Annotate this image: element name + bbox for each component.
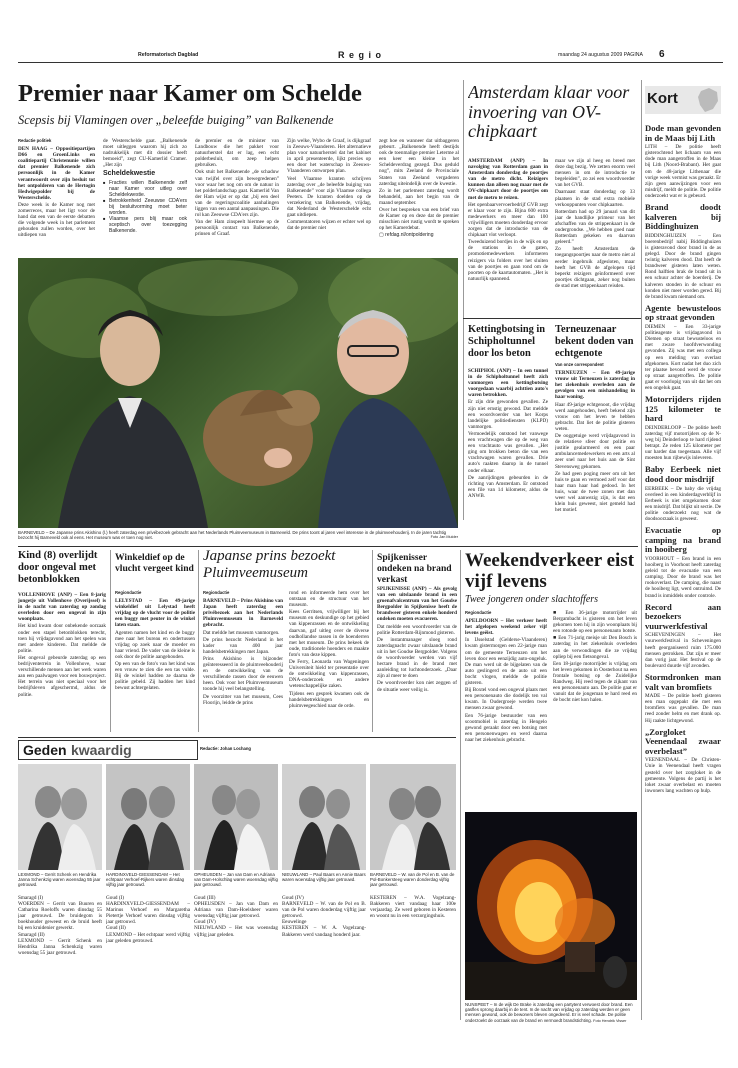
gedenk-col: Goud (IV) BARNEVELD – W. van de Pol en B. van de Pol waren donderdag vijftig jaar getrouwd. Eeuwelinge KESTEREN – W. A. Vogelzang-Bakkeren werd vandaag honderd jaar. <box>282 895 366 938</box>
weekend-col2-text: Een 18-jarige motorrijder is vrijdag om het leven gekomen in Oosterhout na een frontale botsing op de Zuidelijke Randweg. Hij reed tegen de zijkant van een personenauto aan. De politie gaat er vanuit dat de jongeman te hard reed en de bocht niet kon halen. <box>553 660 637 704</box>
kort-text: DEINDERLOOP – De politie heeft zaterdag vijf motorrijders op de N-weg bij Deinderloop te hard rijdend betrapt. Ze reden 125 kilometer per uur harder dan toegestaan. Alle vijf moesten hun rijbewijs inleveren. <box>645 424 721 462</box>
amsterdam-col2-p2: Daarnaast staat donderdag op 33 plaatsen in de stad extra mobiele verkooppunten voor chipkaarten. <box>555 189 635 208</box>
main-col1-p2: Deze week is de Kamer nog met zomerreces, maar het ligt voor de hand dat een van de eerste debatten die volgende week in het parlement gehouden zullen worden, over het uitdiepen van <box>18 201 95 239</box>
schelde-box-item: ■ Vlaamse pers blij maar ook sceptisch over toezegging Balkenende. <box>103 216 187 234</box>
gedenk-title-a: Geden <box>23 742 67 758</box>
terneuzenaar-byline: Van onze correspondent <box>555 362 604 367</box>
terneuzenaar-p1: TERNEUZEN – Een 49-jarige vrouw uit Terneuzen is zaterdag in het ziekenhuis overleden aan de gevolgen van een mishandeling in haar woning. <box>555 370 635 401</box>
gedenk-col: Goud (I) HARDINXVELD-GIESSENDAM – Marinus Verhoef en Margaretha Pietertje Verhoef waren dinsdag vijftig jaar getrouwd. Goud (II) LEXMOND – Het echtpaar werd vijftig jaar geleden getrouwd. <box>106 895 190 944</box>
main-col5-p1: zegt hoe en wanneer dat uitbaggeren gebeurt. „Balkenende heeft destijds ook de toenmalige premier Leterme al een keer een kleine in het Scheldeverdrag gezegd. Dus geduld nog”, mits Zeeland de Provinciale Staten van Zeeland vergaderen zaterdag uiteindelijk over de kwestie. <box>379 138 459 187</box>
kort-headline: Motorrijders rijden 125 kilometer te hard <box>645 394 721 424</box>
main-col3-p3: Van der Ham zinspeelt hiermee op de persoonlijk contact van Balkenende, prinsen of Graaf. <box>195 219 279 238</box>
prins-col1-p2: Dat meldde het museum vanmorgen. <box>203 629 280 636</box>
section-rule <box>463 318 641 319</box>
main-col-2 <box>103 138 187 250</box>
spijkenisser-headline: Spijkenisser ondeken na brand verkast <box>377 552 452 585</box>
spijkenisser-p3: De instantmanager sloeg rond zaterdagnacht zwaar uitslaande brand uit in het Goudse Bergpolder. Volgens de woordvoerder werden van vijf hectare brand in de brand met aanleiding tot luchtonderzoek. „Daar zijn al meer te doen <box>377 636 457 680</box>
winkeldief-headline: Winkeldief op de vlucht vergeet kind <box>115 552 194 574</box>
kind-body <box>18 592 106 732</box>
kort-headline: Agente bewusteloos op straat gevonden <box>645 302 721 323</box>
kort-item <box>645 603 721 669</box>
weekend-bullet-text: Een 36-jarige motorrijder uit Bergambacht is gisteren om het leven gekomen toen hij in zijn woonplaats bij een rotonde op een personenauto botste. <box>553 610 637 635</box>
main-col1-p1: DEN HAAG – Oppositiepartijen D66 en GroenLinks en coalitiepartij Christenunie willen dat premier Balkenende zich persoonlijk in de Kamer verantwoordt over zijn besluit tot het ontpolderen van de Hertogin Hedwigepolder bij de Westerschelde. <box>18 146 95 201</box>
paper-name: Reformatorisch Dagblad <box>138 52 199 58</box>
main-col-5 <box>379 138 459 248</box>
fire-photo-credit: Foto Hendrik Visser <box>593 1018 627 1023</box>
prins-col1-p4: Prins Akishino is bijzonder geïnteresseerd in de pluimveehouderij en de ontwikkeling van de verschillende rassen door de eeuwen heen. Ook voor het Pluimveemuseum toonde hij veel belangstelling. <box>203 655 283 693</box>
main-col4-p3: Commentatoren wijzen er echter wel op dat de premier niet <box>287 219 371 232</box>
terneuzenaar-p2: Haar 49-jarige echtgenoot, die vrijdag werd aangehouden, heeft bekend zijn vrouw om het leven te hebben gebracht. Dat liet de politie gisteren weten. <box>555 401 635 432</box>
gedenk-col: KESTEREN – W.A. Vogelzang-Bakkeren viert vandaag haar 100e verjaardag. Ze werd geboren in Kesteren en woont nu in een verzorgingshuis. <box>370 895 456 920</box>
date-page: maandag 24 augustus 2009 PAGINA <box>558 52 643 58</box>
schiphol-headline: Kettingbotsing in Schipholtunnel door los beton <box>468 324 546 359</box>
fire-caption <box>465 1002 637 1024</box>
main-col5-p3: Over het bespreken van een brief van de Kamer op en deze dat de premier misschien niet rustig wordt te spreken op het Kamerdebat. <box>379 207 459 232</box>
kort-text: DIEMEN – Een 33-jarige politieagente is vrijdagavond in Diemen op straat bewusteloos en met zware hoofdverwonding gevonden. Zij was met een collega op een melding van overlast afgekomen. Kort nadat het duo zich ter plaatse bevond werd de vrouw op straat aangetroffen. De politie gaat er voorlopig van uit dat het om een ongeluk gaat. <box>645 324 721 391</box>
main-col4-p2: Veel Vlaamse kranten schrijven zaterdag over „de beleefde buiging van Balkenende” voor zijn Vlaamse collega Peeters. De kranten doelden op de verzekering van Balkenende, vrijdag, dat Nederland de Westerschelde echt gaat uitdiepen. <box>287 175 371 219</box>
weekend-bullet: ■ Een 71-jarig meisje uit Den Bosch is zaterdag in het ziekenhuis overleden aan de verwondingen die ze vrijdag opliep bij een fietsongeval. <box>553 635 637 660</box>
divider <box>110 550 111 732</box>
weekend-byline: Regiondactie <box>465 610 492 615</box>
kort-item <box>645 728 721 794</box>
divider <box>460 550 461 1020</box>
kort-headline: Stormdronken man valt van bromfiets <box>645 671 721 692</box>
link-icon: ▢ <box>379 232 386 239</box>
main-col4-p1: Zijn welke, Wybo de Graaf, is dijkgraaf in Zeeuws-Vlaanderen. Het alternatieve plan voor natuurherstel dat het kabinet in april presenteerde, lijkt precies op een door het waterschap in Zeeuws-Vlaanderen ontworpen plan. <box>287 138 371 175</box>
schelde-box-item: ■ Fracties willen Balkenende zelf naar Kamer voor uitleg over Scheldekwestie. <box>103 180 187 198</box>
fire-caption-text: NUNSPEET – In de wijk De Brake is zaterdag een partytent verwoest door brand. Een gasfles sprong daarbij in de tent. In de nacht van vrijdag op zaterdag werden er geen mensen gewond, ook de bewoners bleven ongedeerd. Er is veel schade. De politie onderzoekt de oorzaak van de brand en vermoedt brandstichting. <box>465 1002 633 1023</box>
kind-headline: Kind (8) overlijdt door ongeval met betonblokken <box>18 550 98 585</box>
amsterdam-col1-p3: Tweeduizend bordjes in de wijk en op de stations in de gaten, promotiemedewerkers informeren reizigers via folders over het sluiten van de poortjes en gaan rond om de poorten op de kaartautomaten. „Het is natuurlijk spannend. <box>468 239 548 282</box>
kort-headline: Evacuatie op camping na brand in hooiberg <box>645 525 721 555</box>
amsterdam-col2-p4: Zo heeft Amsterdam de toegangspoortjes naar de metro niet al eerder ingebruik afgesloten, maar heeft het GVB de afgelopen tijd beperkt reizigers geïnformeerd over poortjes dichtgaan, zeker nog buiten de stad met strippenkaart reisden. <box>555 246 635 289</box>
gedenk-col: Smaragd (I) WOERDEN – Gerrit van Buuren en Catharina Roeloffs waren dinsdag 55 jaar getrouwd. De bruidegom is boekhouder geweest en de bruid heeft bij een kruidenier gewerkt. Smaragd (II) LEXMOND – Gerrit Schenk en Hendrika Janna Schenkzig waren woensdag 55 jaar getrouwd. <box>18 895 102 956</box>
weekend-col-2 <box>553 610 637 806</box>
gedenk-rule <box>18 737 456 738</box>
kind-p1: VOLLENHOVE (ANP) – Een 8-jarig jongetje uit Vollenhove (Overijssel) is in de nacht van zaterdag op zondag overleden door een ongeval in zijn woonplaats. <box>18 592 106 623</box>
winkeldief-p2: Agenten namen het kind en de buggy mee naar het bureau en ondertussen vrijdag op zoek naar de moeder en haar vriend. De vader van de kleine is ook door de politie aangehouden. <box>115 629 195 660</box>
divider <box>198 550 199 732</box>
couple-photo <box>106 764 190 870</box>
prince-photo-caption <box>18 530 458 546</box>
couple-photo <box>370 764 456 870</box>
weekend-col-1 <box>465 610 547 806</box>
section-name: R e g i o <box>338 50 383 60</box>
prince-photo <box>18 258 458 528</box>
kort-text: VEENENDAAL – De Christen-Unie in Veenendaal heeft vragen gesteld over het zorgloket in de gemeente. Volgens de partij is het loket zwaar overbelast en moeten inwoners lang wachten op hulp. <box>645 757 721 794</box>
main-col-4 <box>287 138 371 248</box>
main-col-1 <box>18 138 95 248</box>
amsterdam-col-2 <box>555 158 635 314</box>
kort-headline: Record aan bezoekers vuurwerkfestival <box>645 601 721 631</box>
weekend-col1-p4: Een 76-jarige bestuurder van een scootmobiel is zaterdag in Hengelo gewond geraakt door een botsing met een personenwagen en werd daarna naar het ziekenhuis gebracht. <box>465 712 547 743</box>
kort-headline: Baby Eerbeek niet dood door misdrijf <box>645 464 721 484</box>
prins-col1-p3: De prins bezocht Nederland in het kader van 400 jaar handelsbetrekkingen met Japan. <box>203 636 283 655</box>
divider <box>463 80 464 520</box>
schelde-box-title: Scheldekwestie <box>103 170 156 178</box>
photo-figures <box>18 258 458 528</box>
kort-item <box>645 203 721 300</box>
netherlands-map-icon <box>697 87 719 113</box>
row-rule <box>18 546 638 547</box>
main-col5-link[interactable] <box>379 232 459 238</box>
amsterdam-col2-p1: maar we zijn al heeg en breed met deze dag bezig. We zetten enorm veel mensen in om de introductie te begeleiden”, zo zei een woordvoerder van het GVB. <box>555 158 635 189</box>
gedenk-col: Goud (III) OPHEUSDEN – Jan van Dam en Adriana van Dam-Hoelsheer waren woensdag vijftig jaar getrouwd. Goud (IV) NIEUWLAND – Het was woensdag vijftig jaar geleden. <box>194 895 278 938</box>
refdag-link[interactable]: refdag.nl/ontpoldering <box>385 232 434 239</box>
schiphol-p1: SCHIPHOL (ANP) – In een tunnel in de Schipholtunnel heeft zich vanmorgen een kettingbotsing voorgedaan waarbij achttien auto's waren betrokken. <box>468 368 548 399</box>
weekend-headline: Weekendverkeer eist vijf levens <box>465 550 635 592</box>
schiphol-body <box>468 368 548 523</box>
kort-headline: Dode man gevonden in de Maas bij Lith <box>645 123 721 143</box>
kort-text: BIDDINGHUIZEN – Een boerenbedrijf nabij Biddinghuizen is gisteravond door brand in de as gelegd. Door de brand gingen twintig kalveren dood. Dat heeft de brandweer gisteren laten weten. Rond halftien brak de brand uit in een schuur achter de boerderij. De kalveren stonden in de schuur en konden niet meer worden gered. Bij de brand kwam niemand om. <box>645 232 721 300</box>
gedenk-label: OPHEUSDEN – Jan van Dam en Adriana van Dam-Holschlag waren woensdag vijftig jaar getrouwd. <box>194 872 278 888</box>
couple-photo <box>194 764 278 870</box>
weekend-subhead: Twee jongeren onder slachtoffers <box>465 594 599 605</box>
gedenk-header <box>18 740 198 760</box>
winkeldief-body <box>115 590 195 732</box>
print-marks <box>18 1030 723 1038</box>
prins-col2-p2: Kees Gerritsen, vrijwilliger bij het museum en deskundige op het gebied van kippenrassen en de ontwikkeling daarvan, gaf uitleg over de diverse oudhollandse rassen in de hoenderren met het museum. De prins bekeek de oude, traditionele hoenders en maakte foto's van deze kippen. <box>289 609 369 658</box>
main-col-3 <box>195 138 279 248</box>
prins-col-2 <box>289 590 369 732</box>
kort-divider <box>641 80 642 1020</box>
page-header <box>18 50 723 62</box>
header-rule <box>18 62 723 63</box>
fire-graphic <box>465 812 637 1000</box>
prins-col1-p5: De voorzitter van het museum, Cees Floorijn, leidde de prins <box>203 693 283 706</box>
kort-item <box>645 124 721 199</box>
couple-photo <box>282 764 366 870</box>
kort-header <box>645 86 721 114</box>
amsterdam-col1-p1: AMSTERDAM (ANP) – In navolging van Rotterdam gaan in Amsterdam donderdag de poortjes van de metro dicht. Reizigers kunnen dan alleen nog maar met de OV-chipkaart door de poortjes om met de metro te reizen. <box>468 158 548 201</box>
kort-headline: „Zorgloket Veenendaal zwaar overbelast” <box>645 726 721 756</box>
kort-item <box>645 526 721 598</box>
schelde-box-item: ■ Betrokkenheid Zeeuwse CDA'ers bij besluitvorming moet beter worden. <box>103 198 187 216</box>
prins-col-1 <box>203 590 283 732</box>
schiphol-p2: Er zijn drie gewonden gevallen. Ze zijn niet ernstig gewond. Dat meldde een woordvoerder van het Korps landelijke politiediensten (KLPD) vanmorgen. <box>468 399 548 430</box>
winkeldief-p3: Op een van de foto's van het kind was een vrouw te zien die een tas vulde. Bij de winkel hadden ze daarna de politie gebeld. Zij hadden het kind bewust achtergelaten. <box>115 661 195 692</box>
schelde-box-list <box>103 180 187 234</box>
main-headline: Premier naar Kamer om Schelde <box>18 80 362 107</box>
weekend-col1-p1: APELDOORN – Het verkeer heeft het afgelopen weekend zeker vijf levens geëist. <box>465 618 547 637</box>
schiphol-p4: De aanrijdingen gebeurden in de richting van Amsterdam. Er ontstond een file van 14 kilometer, aldus de ANWB. <box>468 474 548 499</box>
gedenk-label: NIEUWLAND – Paul Baars en Annie Baars waren woensdag vijftig jaar getrouwd. <box>282 872 366 883</box>
amsterdam-col2-p3: Rotterdam had op 29 januari van dit jaar de handlijke primeur van het afschaffen van de strippenkaart in de ondergrondse. „We hebben goed naar Rotterdam gekeken en daarvan geleerd.” <box>555 208 635 246</box>
photo-credit: Foto Jan Mulder <box>430 535 458 540</box>
kort-item <box>645 395 721 461</box>
fire-photo <box>465 812 637 1000</box>
terneuzenaar-p3: De ooggetuige werd vrijdagavond in de relatieve sfeer door politie en justitie gealarmeerd en een paar ambulancemedewerkers en een arts al zeer snel naar het huis aan de Sint Stevensweg gekomen. <box>555 433 635 470</box>
weekend-bullet: ■ Een 36-jarige motorrijder uit Bergambacht is gisteren om het leven gekomen toen hij in zijn woonplaats bij een rotonde op een personenauto botste. <box>553 610 637 635</box>
kort-text: MADE – De politie heeft gisteren een man opgepakt die met een bromfiets was gevallen. De man reed zonder helm en met drank op. Hij raakte lichtgewond. <box>645 693 721 724</box>
prins-col2-p3: De Ferry, Leonarda van Wageningen Universiteit hield ter presentatie over de ontwikkeling van kippenrassen, DNA-onderzoek en andere wetenschappelijke zaken. <box>289 659 369 690</box>
main-col2-p1: de Westerschelde gaat. „Balkenende moet uitleggen waarom hij zich zo nadrukkelijk met dit dossier heeft bemoeid”, zegt CU-Kamerlid Cramer. „Het zijn <box>103 138 187 169</box>
gedenk-label: HARDINXVELD-GIESSENDAM – Het echtpaar Verhoef-Rijkers waren dinsdag vijftig jaar getrouwd. <box>106 872 185 888</box>
kort-text: EERBEEK – De baby die vrijdag overleed in een kinderdagverblijf in Eerbeek is niet omgekomen door een misdrijf. Dat blijkt uit sectie. De politie onderzoekt nog wat de doodsoorzaak is geweest. <box>645 485 721 523</box>
main-col3-p2: Ook stuit het Balkenende „de schaduw van twijfel over zijn bewegredenen” voor waar het nog om om de natuur in het polderlandschap gaat. Kamerlid Van der Ham wijst er op dat „bij een deel van de regeringscoalitie aanhalingen liggen van een aantal aanpassingen. Die rol kan Zeeuwse CDA'ers zijn. <box>195 169 279 219</box>
amsterdam-headline: Amsterdam klaar voor invoering van OV-chipkaart <box>468 83 630 141</box>
schiphol-p3: Vermoedelijk ontstond het vanwege een vrachtwagen die op de weg van een vrachtauto was gevallen. „Het ging om brokken beton die van een vrachtwagen waren gevallen. Drie auto's raakten daarop in de tunnel onder elkaar. <box>468 430 548 474</box>
spijkenisser-body <box>377 586 457 732</box>
gedenk-label: BARNEVELD – W. van de Pol en B. van de Pol-Bonkersteeg waren donderdag vijftig jaar getrouwd. <box>370 872 455 888</box>
terneuzenaar-headline: Terneuzenaar bekent doden van echtgenote <box>555 324 634 359</box>
weekend-col1-p3: Bij Boxtel vond een ongeval plaats met een personenauto die dodelijk ten val kwam. In Oudergroeje werden twee mensen zwaar gewond. <box>465 687 547 712</box>
winkeldief-byline: Regiondactie <box>115 590 142 595</box>
couple-photo <box>18 764 102 870</box>
prins-byline: Regiondactie <box>203 590 230 595</box>
winkeldief-p1: LELYSTAD – Een 49-jarige winkeldief uit Lelystad heeft vrijdag op de vlucht voor de politie een buggy met peuter in de winkel laten staan. <box>115 598 195 629</box>
kort-list <box>645 120 721 1020</box>
spijkenisser-p2: Dat meldde een woordvoerder van de politie Rotterdam-Rijnmond gisteren. <box>377 623 457 636</box>
weekend-bullet-text: Een 71-jarig meisje uit Den Bosch is zaterdag in het ziekenhuis overleden aan de verwondingen die ze vrijdag opliep bij een fietsongeval. <box>553 635 637 660</box>
divider <box>372 550 373 732</box>
gedenk-redactie: Redactie: Johan Lochang <box>200 746 251 751</box>
main-col5-p2: Zo in het parlement zaterdag wordt behandeld, aan het begin van de maand september. <box>379 187 459 206</box>
gedenk-label: LEXMOND – Gerrit Schenk en Hendrika Janna Schenkzig waren woensdag 55 jaar getrouwd. <box>18 872 101 888</box>
main-col3-p1: de premier en de minister van Landbouw die het pakket voor natuurherstel dat er lag, een echt polderbesluit, om zeep helpen gebruiken. <box>195 138 279 169</box>
prins-col2-p1: rond en informeerde hem over het ontstaan en de structuur van het museum. <box>289 590 369 609</box>
spijkenisser-p4: De woordvoerder kon niet zeggen of de situatie weer veilig is. <box>377 680 457 693</box>
kort-headline: Brand doodt kalveren bij Biddinghuizen <box>645 202 721 232</box>
kort-text: SCHEVENINGEN – Het vuurwerkfestival in Scheveningen heeft georganiseerd ruim 175.000 mensen getrokken. Dat zijn er meer dan vorig jaar. Het festival op de boulevard duurde vijf avonden. <box>645 632 721 669</box>
amsterdam-col-1 <box>468 158 548 314</box>
spijkenisser-p1: SPIJKENISSE (ANP) – Als gevolg van een uitslaande brand in een groenafvalcentrum van het Goudse Bergpolder in Spijkenisse heeft de brandweer gisteren enkele honderd ondeken moeten evacueren. <box>377 586 457 623</box>
kort-item <box>645 304 721 391</box>
gedenk-title-b: kwaardig <box>71 742 132 758</box>
amsterdam-col1-p2: Het openbaarvervoerbedrijf GVB zegt er klaar voor te zijn. Bijna 600 extra medewerkers en meer dan 100 vrijwilligers moeten donderdag ervoor zorgen dat de introductie van de chipkaart vlot verloopt. <box>468 201 548 239</box>
prins-col1-p1: BARNEVELD – Prins Akishino van Japan heeft zaterdag een privébezoek aan het Nederlands Pluimveemuseum in Barneveld gebracht. <box>203 598 283 629</box>
weekend-col1-p2: In IJsselstad (Gelderse-Vlaanderen) kwam gistermorgen een 22-jarige man om de gemeente Terneuzen om het leven door een eenzijdig auto-ongeluk. De man werd uit de bijgelaten van de auto geslingerd en de auto uit een bocht vlogen, meldde de politie gisteren. <box>465 637 547 687</box>
terneuzenaar-body <box>555 362 635 522</box>
kort-text: VOORHOUT – Een brand in een hooiberg in Voorhout heeft zaterdag geleid tot de evacuatie van een camping. Door de brand was het rookoverlast. De camping, die naast de hooiberg ligt, werd ontruimd. De brand is inmiddels onder controle. <box>645 555 721 599</box>
kind-p3: Het ongeval gebeurde zaterdag op een bedrijventerrein in Vollenhove, waar verschillende mensen aan het werk waren aan een paalwagen voor een bouwproject. Het terrein was niet speciaal voor het bedrijfsleven afgeschermd, aldus de politie. <box>18 654 106 698</box>
kort-title: Kort <box>647 90 678 107</box>
print-marks-graphic <box>18 1037 723 1038</box>
terneuzenaar-p4: Ze had geen poging meer om uit het huis te gaan en vermoed zelf voor dat haar man haar had gedood. In het huis, waar de twee zonen met dan weer wel aanwezig zijn, is dat een klein huis geweest, niet gemeld had het motief. <box>555 470 635 514</box>
main-byline: Redactie politiek <box>18 138 52 143</box>
kort-item <box>645 465 721 522</box>
prins-headline: Japanse prins bezoekt Pluimveemuseum <box>203 548 336 581</box>
kort-text: LITH – De politie heeft gisterochtend het lichaam van een dode man aangetroffen in de Maas bij Lith (Noord-Brabant). Het gaat om de 48-jarige Lithenaar die vorige week vermist was geraakt. Er zijn geen aanwijzingen voor een misdrijf, meldt de politie. De politie onderzoekt wat er is gebeurd. <box>645 144 721 199</box>
kind-p2: Het kind kwam door onbekende oorzaak onder een stapel betonblokken terecht, toen hij vrijdagavond aan het spelen was met andere kinderen. Dat meldde de politie. <box>18 623 106 654</box>
kort-item <box>645 673 721 724</box>
main-subheadline: Scepsis bij Vlamingen over „beleefde buiging” van Balkenende <box>18 113 334 127</box>
caption-text: BARNEVELD – De Japanse prins Akishino (l.) heeft zaterdag een privébezoek gebracht aan het Nederlands Pluimveemuseum in Barneveld. De prins toont al jaren veel interesse in de pluimveehouderij. In de jaren tachtig bezocht hij Barneveld ook al eens. Het museum was er toen nog niet. <box>18 530 447 541</box>
prins-col2-p4: Tijdens een gesprek kwamen ook de handelsbetrekkingen en pluimveegeschied naar de orde. <box>289 690 369 709</box>
page-number: 6 <box>659 50 665 60</box>
